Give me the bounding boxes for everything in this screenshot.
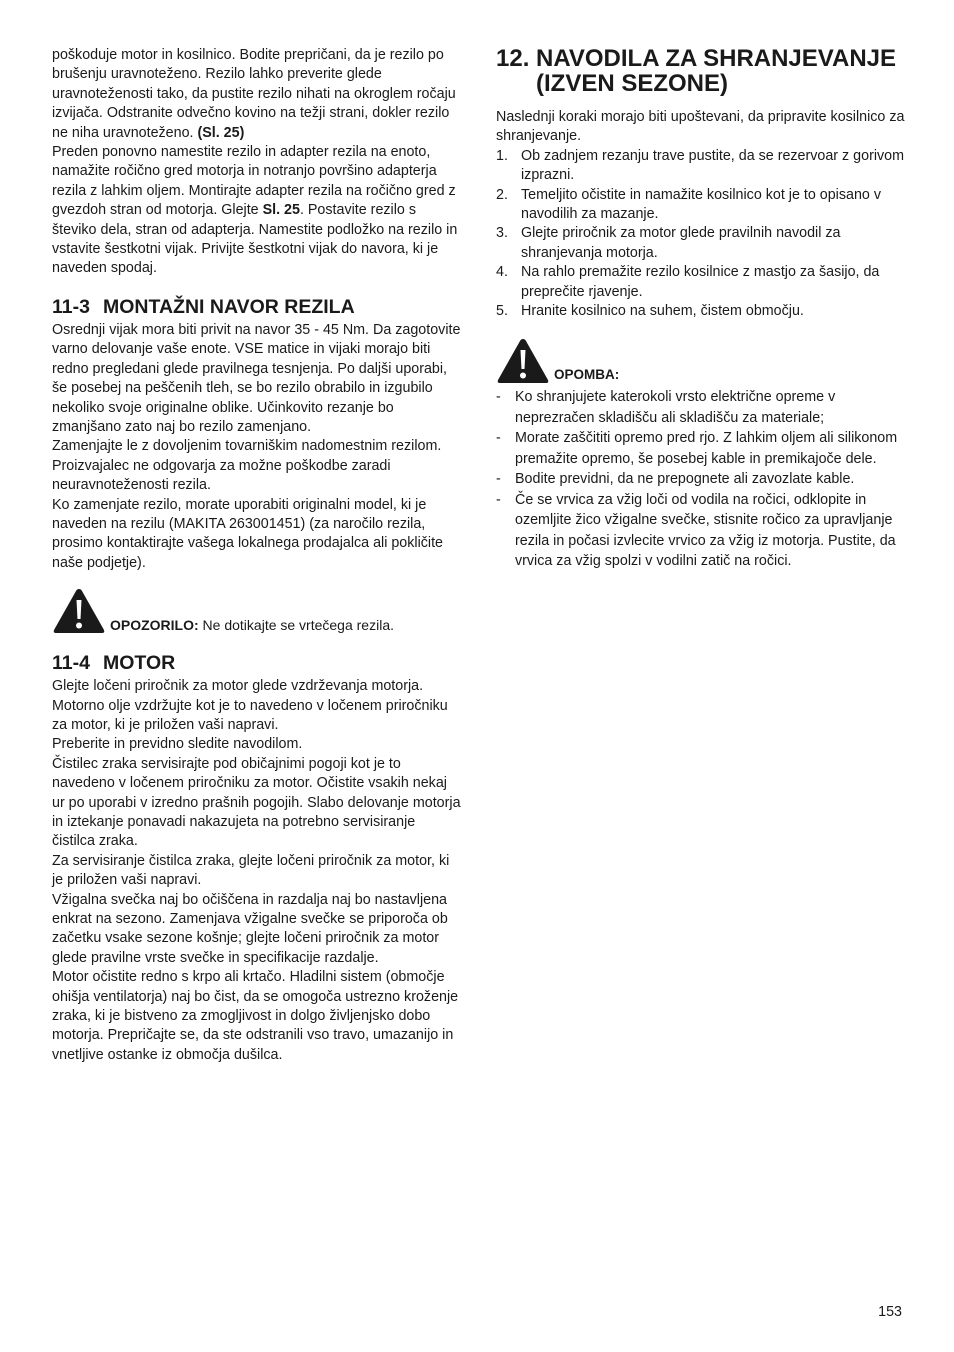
list-item: 5. Hranite kosilnico na suhem, čistem območju.	[496, 303, 804, 320]
list-item: 1. Ob zadnjem rezanju trave pustite, da se rezervoar z gorivom izprazni.	[496, 147, 905, 184]
section-11-3-heading: 11-3 MONTAŽNI NAVOR REZILA	[52, 295, 355, 318]
section-11-4-paragraph: Motor očistite redno s krpo ali krtačo. Hladilni sistem (območje ohišja ventilatorja) naj bo čist, da se omogoča ustrezno kroženje zraka, ki je bistveno za zmogljivost in dolgo življenjsko dobo motorja. Prepričajte se, da ste odstranili vso travo, umazanijo in vnetljive ostanke iz območja dušilca.	[52, 969, 459, 1063]
storage-steps-list	[496, 147, 908, 322]
section-11-3-paragraph: Zamenjajte le z dovoljenim tovarniškim nadomestnim rezilom. Proizvajalec ne odgovarja za možne poškodbe zaradi neuravnoteženosti rezila.	[52, 438, 442, 494]
list-item: - Bodite previdni, da ne prepognete ali zavozlate kable.	[496, 471, 855, 488]
intro-paragraph-2: Preden ponovno namestite rezilo in adapter rezila na enoto, namažite ročično gred motorja in notranjo površino adapterja rezila z lahkim oljem. Montirajte adapter rezila na ročično gred z gvezdoh stran od motorja. Glejte Sl. 25. Postavite rezilo s števiko dela, stran od adapterja. Namestite podložko na rezilo in vstavite šestkotni vijak. Privijte šestkotni vijak do navora, ki je naveden spodaj.	[52, 144, 458, 277]
page-number: 153	[878, 1304, 902, 1320]
section-12-intro: Naslednji koraki morajo biti upoštevani, da pripravite kosilnico za shranjevanje.	[496, 109, 905, 145]
section-11-3-paragraph: Osrednji vijak mora biti privit na navor 35 - 45 Nm. Da zagotovite varno delovanje vaše enote. VSE matice in vijaki morajo biti redno pregledani glede pravilnega tesnjenja. Po daljši uporabi, še posebej na peščenih tleh, se bo rezilo obrabilo in izgubilo nekoliko svoje originalne oblike. Učinkovito rezanje bo zmanjšano zato naj bo rezilo zamenjano.	[52, 321, 461, 435]
warning-notice	[52, 587, 462, 635]
section-11-4-paragraph: Motorno olje vzdržujte kot je to navedeno v ločenem priročniku za motor, ki je priložen vaši napravi.	[52, 697, 448, 733]
left-column	[52, 46, 462, 1065]
section-11-4-paragraph: Čistilec zraka servisirajte pod običajnimi pogoji kot je to navedeno v ločenem priročniku za motor. Očistite vsakih nekaj ur po uporabi v izredno prašnih pogojih. Slabo delovanje motorja in iztekanje ponavadi nakazujeta na potrebno servisiranje čistilca zraka.	[52, 755, 461, 850]
list-item: 3. Glejte priročnik za motor glede pravilnih navodil za shranjevanja motorja.	[496, 225, 841, 261]
section-12-heading: 12. NAVODILA ZA SHRANJEVANJE (IZVEN SEZONE)	[496, 45, 897, 97]
section-11-4-paragraph: Glejte ločeni priročnik za motor glede vzdrževanja motorja.	[52, 678, 424, 695]
section-11-4-paragraph: Za servisiranje čistilca zraka, glejte ločeni priročnik za motor, ki je priložen vaši napravi.	[52, 852, 450, 889]
warning-triangle-icon	[52, 587, 106, 635]
note-notice	[496, 337, 908, 385]
list-item: 4. Na rahlo premažite rezilo kosilnice z mastjo za šasijo, da preprečite rjavenje.	[496, 264, 880, 300]
list-item: - Ko shranjujete katerokoli vrsto električne opreme v neprezračen skladišču ali skladišču za materiale;	[496, 389, 836, 426]
warning-triangle-icon	[496, 337, 550, 385]
warning-text: OPOZORILO: Ne dotikajte se vrtečega rezila.	[110, 617, 394, 634]
section-11-4-paragraph: Preberite in previdno sledite navodilom.	[52, 736, 303, 753]
list-item: - Morate zaščititi opremo pred rjo. Z lahkim oljem ali silikonom premažite opremo, še posebej kable in premikajoče dele.	[496, 430, 898, 467]
list-item: - Če se vrvica za vžig loči od vodila na ročici, odklopite in ozemljite žico vžigalne svečke, stisnite ročico za upravljanje rezila in počasi izvlecite vrvico za vžig iz motorja. Pustite, da vrvica za vžig spolzi v vodilni zatič na ročici.	[496, 491, 896, 570]
section-11-4-paragraph: Vžigalna svečka naj bo očiščena in razdalja naj bo nastavljena enkrat na sezono. Zamenjava vžigalne svečke se priporoča ob začetku vsake sezone košnje; glejte ločeni priročnik za motor glede pravilne vrste svečke in specifikacije razdalje.	[52, 891, 448, 966]
section-11-4-heading: 11-4 MOTOR	[52, 652, 176, 675]
intro-paragraph-1: poškoduje motor in kosilnico. Bodite prepričani, da je rezilo po brušenju uravnoteženo. Rezilo lahko preverite glede uravnoteženosti tako, da pustite rezilo nihati na okroglem ročaju izvijača. Odstranite odvečno kovino na težji strani, dokler rezilo ne niha uravnoteženo. (Sl. 25)	[52, 47, 456, 141]
note-list	[496, 387, 908, 572]
right-column	[496, 46, 908, 572]
note-label: OPOMBA:	[554, 367, 620, 383]
section-11-3-paragraph: Ko zamenjate rezilo, morate uporabiti originalni model, ki je naveden na rezilu (MAKITA 263001451) (za naročilo rezila, prosimo kontaktirajte vašega lokalnega prodajalca ali pokličite naše podjetje).	[52, 496, 444, 571]
list-item: 2. Temeljito očistite in namažite kosilnico kot je to opisano v navodilih za mazanje.	[496, 186, 881, 223]
